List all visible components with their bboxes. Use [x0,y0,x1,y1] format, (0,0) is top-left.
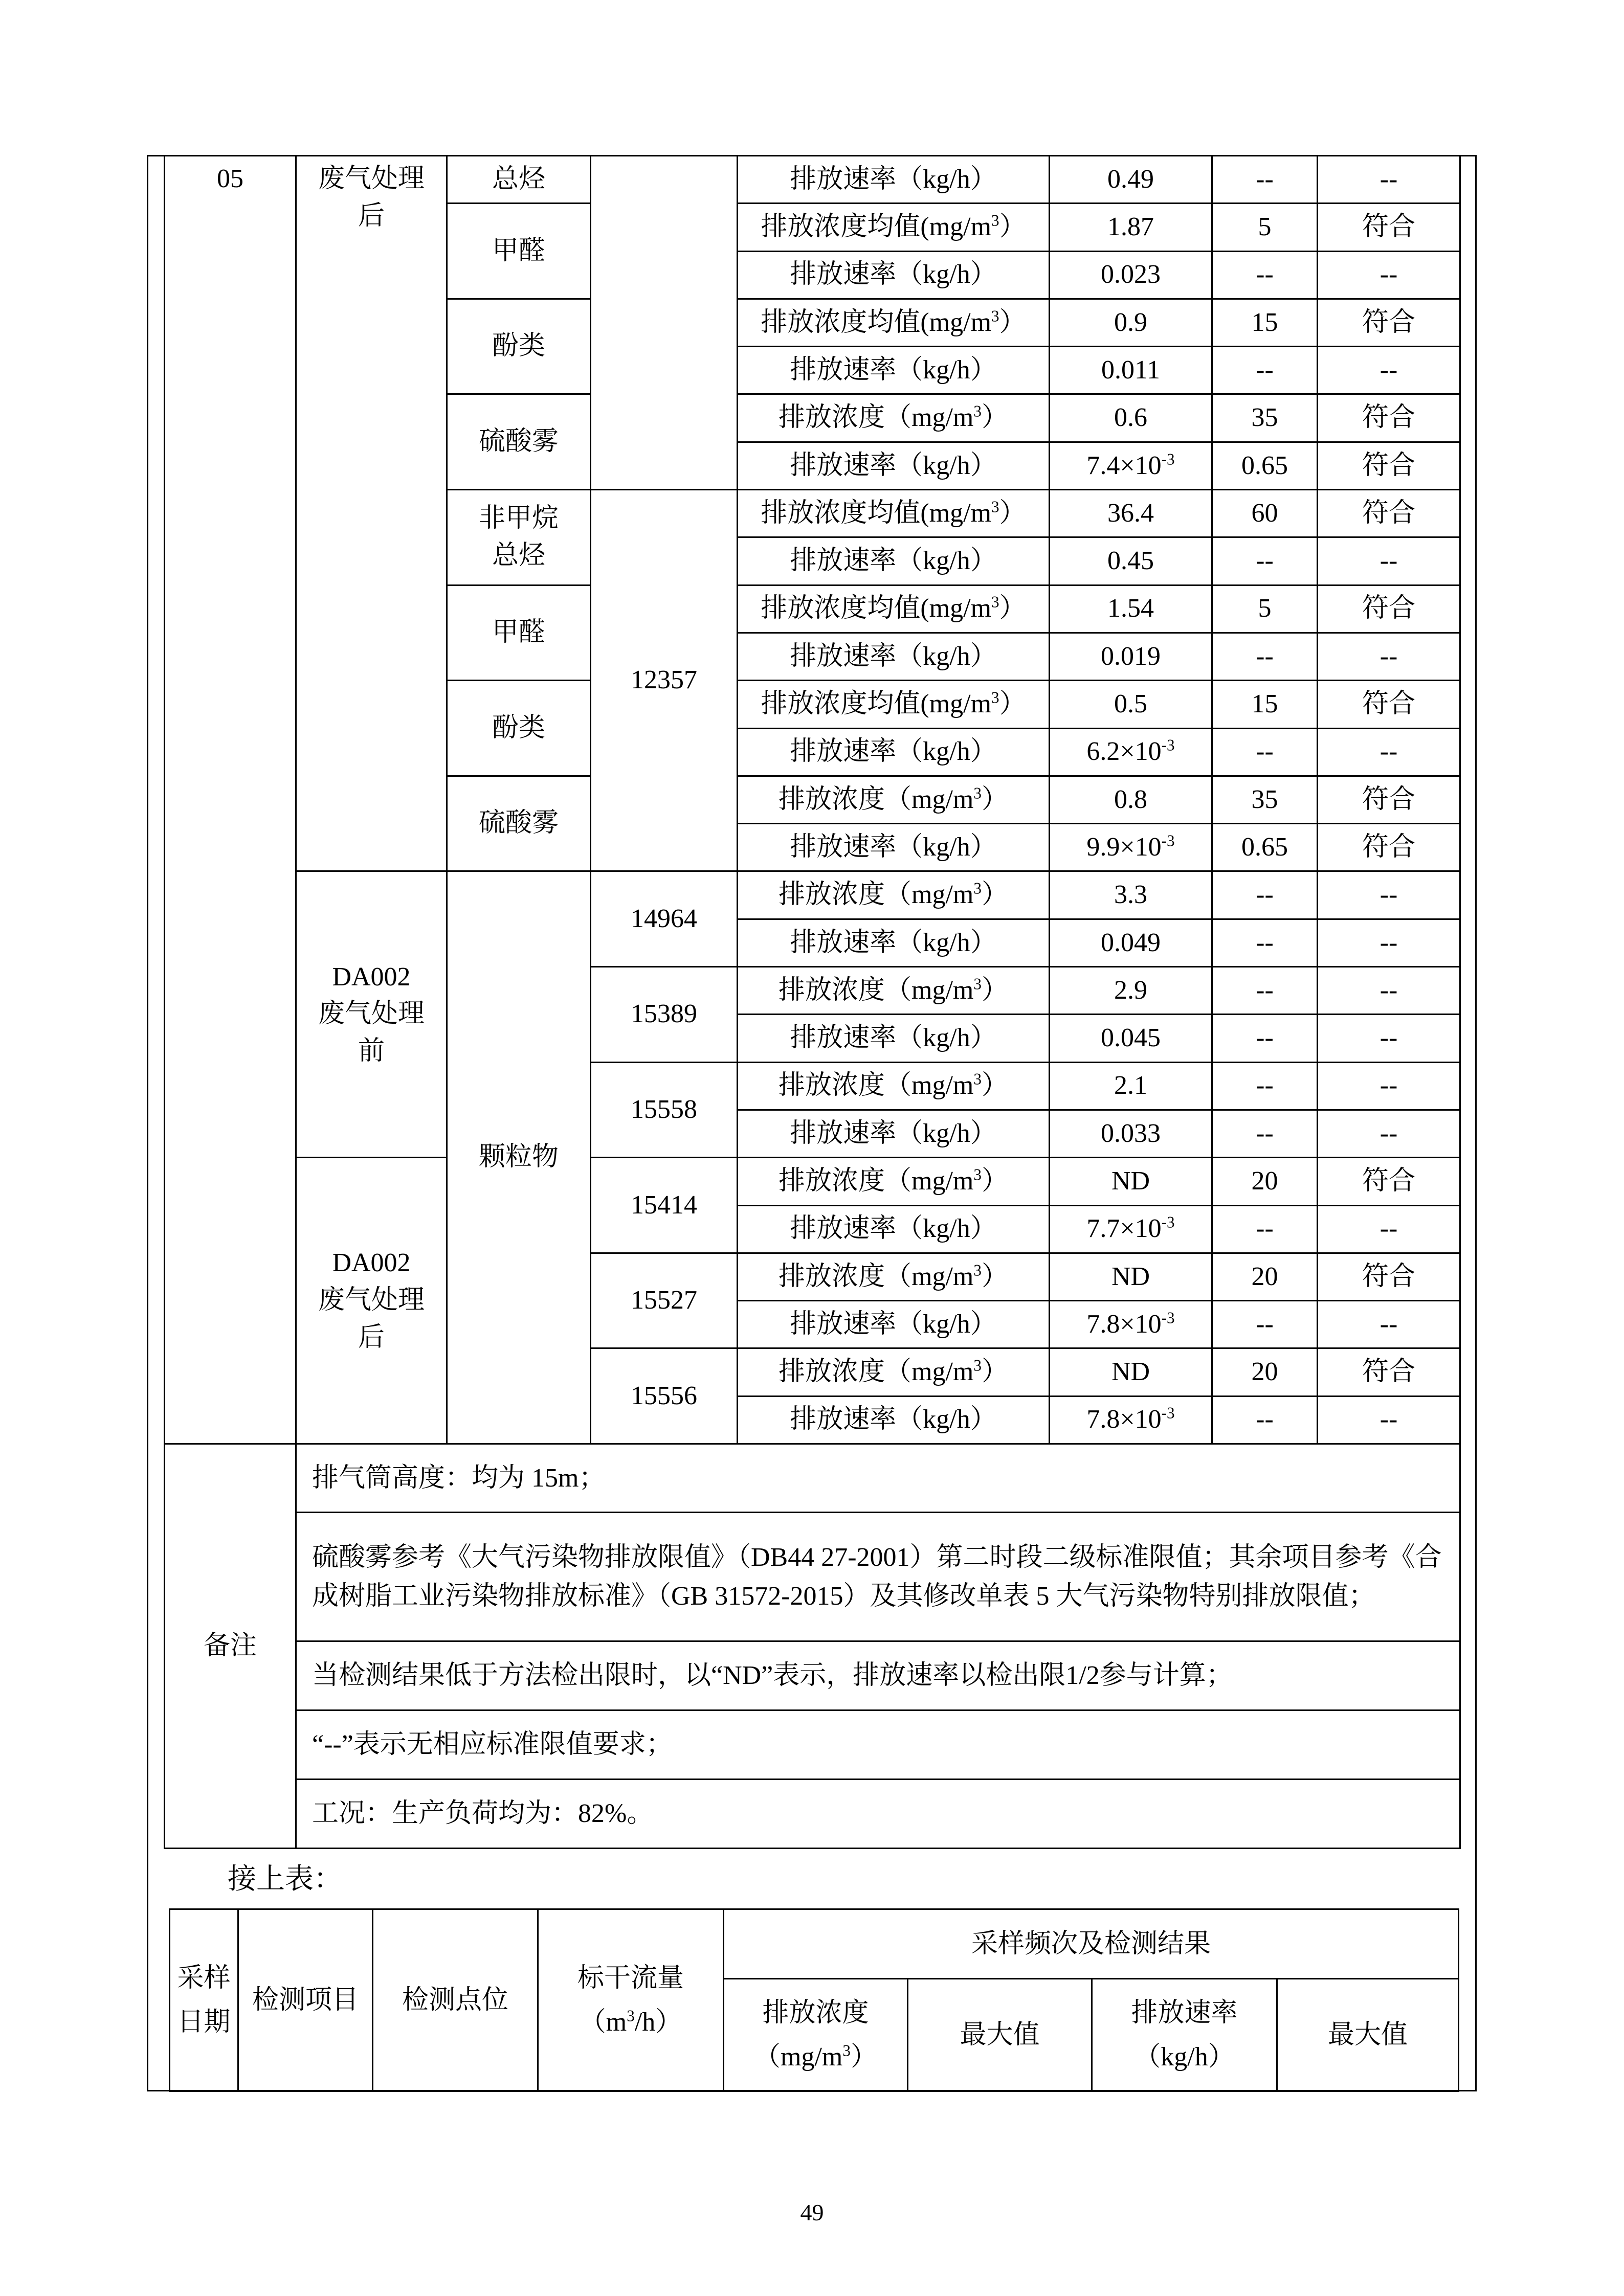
verdict-cell: 符合 [1318,299,1460,346]
result-cell: 0.5 [1050,681,1212,728]
verdict-cell: 符合 [1318,585,1460,633]
parameter-cell: 排放浓度$(mg/m^3)$ [738,776,1050,823]
parameter-cell: 排放速率（kg/h） [738,1110,1050,1157]
remark-row [165,1710,1460,1780]
pollutant-cell: 颗粒物 [447,871,591,1444]
limit-cell: 20 [1212,1348,1318,1396]
emission-results-table [164,155,1461,1849]
test-point-cell: DA002 废气处理 后 [296,1158,447,1444]
limit-cell: -- [1212,347,1318,394]
result-cell: $7.8\times 10^{-3}$ [1050,1396,1212,1444]
flow-cell: 14964 [591,871,738,967]
parameter-cell: 排放速率（kg/h） [738,1301,1050,1348]
parameter-cell: 排放浓度$(mg/m^3)$ [738,1253,1050,1300]
header-conc-max: 最大值 [908,1979,1092,2091]
result-cell: ND [1050,1158,1212,1205]
parameter-cell: 排放浓度均值$(mg/m^3)$ [738,681,1050,728]
header-flow [538,1909,724,2091]
result-cell: $7.7\times 10^{-3}$ [1050,1205,1212,1253]
parameter-cell: 排放速率（kg/h） [738,633,1050,680]
parameter-cell: 排放速率（kg/h） [738,442,1050,489]
parameter-cell: 排放浓度$(mg/m^3)$ [738,967,1050,1015]
header-flow-unit: $(m^3/h)$ [579,2006,682,2037]
header-rate: 排放速率 （kg/h） [1092,1979,1277,2091]
limit-cell: -- [1212,967,1318,1015]
limit-cell: -- [1212,919,1318,966]
flow-cell: 15556 [591,1348,738,1444]
parameter-cell: 排放浓度均值$(mg/m^3)$ [738,585,1050,633]
pollutant-cell: 甲醛 [447,585,591,681]
result-cell: ND [1050,1253,1212,1300]
limit-cell: -- [1212,251,1318,299]
limit-cell: -- [1212,633,1318,680]
remark-text: 工况：生产负荷均为：82%。 [296,1780,1460,1849]
result-cell: $7.8\times 10^{-3}$ [1050,1301,1212,1348]
limit-cell: -- [1212,871,1318,919]
result-cell: ND [1050,1348,1212,1396]
header-sampling-date: 采样 日期 [170,1909,238,2091]
table-row [165,156,1460,204]
verdict-cell: 符合 [1318,776,1460,823]
verdict-cell: 符合 [1318,1348,1460,1396]
result-cell: 0.045 [1050,1015,1212,1062]
table-row [165,1158,1460,1205]
pollutant-cell: 酚类 [447,299,591,394]
limit-cell: 60 [1212,490,1318,537]
limit-cell: -- [1212,156,1318,204]
parameter-cell: 排放速率（kg/h） [738,251,1050,299]
remark-text: 排气筒高度：均为 15m； [296,1444,1460,1513]
result-cell: $6.2\times 10^{-3}$ [1050,728,1212,776]
verdict-cell: 符合 [1318,1158,1460,1205]
parameter-cell: 排放浓度$(mg/m^3)$ [738,1158,1050,1205]
remark-row [165,1444,1460,1513]
parameter-cell: 排放速率（kg/h） [738,728,1050,776]
parameter-cell: 排放浓度$(mg/m^3)$ [738,1348,1050,1396]
pollutant-cell: 酚类 [447,681,591,776]
limit-cell: -- [1212,1062,1318,1110]
verdict-cell: -- [1318,633,1460,680]
limit-cell: 15 [1212,681,1318,728]
parameter-cell: 排放浓度$(mg/m^3)$ [738,394,1050,442]
flow-cell: 15558 [591,1062,738,1158]
verdict-cell: -- [1318,1301,1460,1348]
continuation-title: 接上表： [228,1863,342,1895]
flow-cell: 15527 [591,1253,738,1348]
result-cell: 0.8 [1050,776,1212,823]
header-test-point: 检测点位 [373,1909,538,2091]
header-conc: 排放浓度 $(mg/m^3)$ [724,1979,908,2091]
result-cell: 0.6 [1050,394,1212,442]
result-cell: 0.033 [1050,1110,1212,1157]
parameter-cell: 排放速率（kg/h） [738,156,1050,204]
limit-cell: -- [1212,728,1318,776]
verdict-cell: -- [1318,537,1460,585]
page-number: 49 [800,2199,824,2225]
verdict-cell: 符合 [1318,394,1460,442]
remark-text: 硫酸雾参考《大气污染物排放限值》（DB44 27-2001）第二时段二级标准限值；其余项目参考《合成树脂工业污染物排放标准》（GB 31572-2015）及其修改单表 5 大气污染物特别排放限值； [296,1513,1460,1641]
remark-row [165,1780,1460,1849]
result-cell: 0.049 [1050,919,1212,966]
parameter-cell: 排放速率（kg/h） [738,347,1050,394]
remark-row [165,1641,1460,1710]
parameter-cell: 排放速率（kg/h） [738,1396,1050,1444]
verdict-cell: 符合 [1318,490,1460,537]
limit-cell: 35 [1212,394,1318,442]
result-cell: 3.3 [1050,871,1212,919]
result-cell: 2.9 [1050,967,1212,1015]
result-cell: 0.011 [1050,347,1212,394]
pollutant-cell: 非甲烷 总烃 [447,490,591,586]
verdict-cell: -- [1318,871,1460,919]
remark-row [165,1513,1460,1641]
verdict-cell: -- [1318,1062,1460,1110]
verdict-cell: -- [1318,347,1460,394]
pollutant-cell: 总烃 [447,156,591,204]
limit-cell: 20 [1212,1253,1318,1300]
result-cell: 1.54 [1050,585,1212,633]
verdict-cell: -- [1318,1396,1460,1444]
flow-cell [591,156,738,490]
verdict-cell: -- [1318,728,1460,776]
header-flow-label: 标干流量 [577,1963,684,1993]
limit-cell: 5 [1212,585,1318,633]
parameter-cell: 排放浓度均值$(mg/m^3)$ [738,299,1050,346]
table-row [165,871,1460,919]
sampling-date-cell: 05 [165,156,296,1444]
parameter-cell: 排放浓度均值$(mg/m^3)$ [738,204,1050,251]
verdict-cell: 符合 [1318,824,1460,871]
test-point-cell: DA002 废气处理 前 [296,871,447,1158]
remark-text: 当检测结果低于方法检出限时，以“ND”表示，排放速率以检出限1/2参与计算； [296,1641,1460,1710]
result-cell: 0.019 [1050,633,1212,680]
pollutant-cell: 硫酸雾 [447,394,591,490]
pollutant-cell: 硫酸雾 [447,776,591,871]
result-cell: 36.4 [1050,490,1212,537]
header-test-item: 检测项目 [238,1909,373,2091]
verdict-cell: -- [1318,251,1460,299]
limit-cell: -- [1212,537,1318,585]
limit-cell: 5 [1212,204,1318,251]
result-cell: 1.87 [1050,204,1212,251]
parameter-cell: 排放速率（kg/h） [738,1015,1050,1062]
verdict-cell: 符合 [1318,204,1460,251]
result-cell: 2.1 [1050,1062,1212,1110]
verdict-cell: 符合 [1318,1253,1460,1300]
verdict-cell: -- [1318,1110,1460,1157]
limit-cell: 0.65 [1212,824,1318,871]
result-cell: 0.49 [1050,156,1212,204]
verdict-cell: -- [1318,156,1460,204]
header-rate-max: 最大值 [1277,1979,1459,2091]
verdict-cell: -- [1318,1205,1460,1253]
flow-cell: 15414 [591,1158,738,1253]
result-cell: 0.023 [1050,251,1212,299]
limit-cell: -- [1212,1205,1318,1253]
parameter-cell: 排放浓度均值$(mg/m^3)$ [738,490,1050,537]
parameter-cell: 排放速率（kg/h） [738,824,1050,871]
continuation-header-table [169,1908,1459,2092]
result-cell: $9.9\times 10^{-3}$ [1050,824,1212,871]
limit-cell: -- [1212,1396,1318,1444]
limit-cell: 35 [1212,776,1318,823]
verdict-cell: 符合 [1318,442,1460,489]
limit-cell: 0.65 [1212,442,1318,489]
result-cell: 0.45 [1050,537,1212,585]
parameter-cell: 排放浓度$(mg/m^3)$ [738,871,1050,919]
verdict-cell: 符合 [1318,681,1460,728]
limit-cell: -- [1212,1110,1318,1157]
result-cell: $7.4\times 10^{-3}$ [1050,442,1212,489]
parameter-cell: 排放速率（kg/h） [738,1205,1050,1253]
limit-cell: 15 [1212,299,1318,346]
limit-cell: -- [1212,1015,1318,1062]
flow-cell: 15389 [591,967,738,1063]
parameter-cell: 排放速率（kg/h） [738,537,1050,585]
verdict-cell: -- [1318,919,1460,966]
verdict-cell: -- [1318,967,1460,1015]
limit-cell: 20 [1212,1158,1318,1205]
remarks-label: 备注 [165,1444,296,1849]
parameter-cell: 排放浓度$(mg/m^3)$ [738,1062,1050,1110]
limit-cell: -- [1212,1301,1318,1348]
test-point-cell: 废气处理 后 [296,156,447,871]
result-cell: 0.9 [1050,299,1212,346]
pollutant-cell: 甲醛 [447,204,591,299]
remark-text: “--”表示无相应标准限值要求； [296,1710,1460,1780]
verdict-cell: -- [1318,1015,1460,1062]
flow-cell: 12357 [591,490,738,871]
parameter-cell: 排放速率（kg/h） [738,919,1050,966]
header-results-group: 采样频次及检测结果 [724,1909,1459,1979]
